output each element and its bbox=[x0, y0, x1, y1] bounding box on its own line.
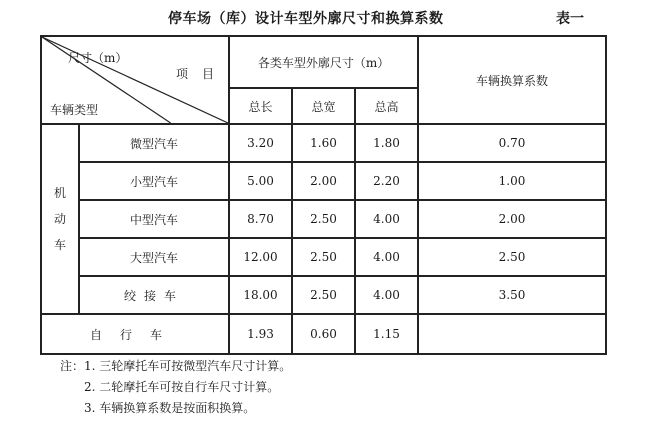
note-item: 3. 车辆换算系数是按面积换算。 bbox=[84, 401, 256, 415]
table-row bbox=[41, 124, 606, 162]
width-value: 2.50 bbox=[292, 200, 355, 238]
motor-group-char: 车 bbox=[53, 238, 66, 252]
coef-header: 车辆换算系数 bbox=[418, 36, 606, 124]
note-item: 2. 二轮摩托车可按自行车尺寸计算。 bbox=[84, 380, 280, 394]
height-header: 总高 bbox=[355, 88, 418, 124]
coef-value: 2.00 bbox=[418, 200, 606, 238]
height-value: 4.00 bbox=[355, 200, 418, 238]
length-value: 12.00 bbox=[229, 238, 292, 276]
table-row bbox=[41, 276, 606, 314]
length-value: 8.70 bbox=[229, 200, 292, 238]
height-value: 1.15 bbox=[355, 314, 418, 354]
vehicle-name: 小型汽车 bbox=[79, 162, 229, 200]
table-row bbox=[41, 314, 606, 354]
vehicle-name: 绞接车 bbox=[79, 276, 229, 314]
motor-vehicle-group-cell bbox=[41, 124, 79, 314]
motor-group-char: 动 bbox=[53, 212, 66, 226]
bicycle-name: 自行车 bbox=[41, 314, 229, 354]
vehicle-name: 微型汽车 bbox=[79, 124, 229, 162]
coef-value: 0.70 bbox=[418, 124, 606, 162]
size-unit-label: 尺寸（m） bbox=[68, 51, 128, 65]
width-value: 2.50 bbox=[292, 238, 355, 276]
coef-value: 1.00 bbox=[418, 162, 606, 200]
height-value: 2.20 bbox=[355, 162, 418, 200]
table-row bbox=[41, 238, 606, 276]
length-value: 5.00 bbox=[229, 162, 292, 200]
vehicle-type-label: 车辆类型 bbox=[50, 103, 99, 117]
coef-value: 2.50 bbox=[418, 238, 606, 276]
height-value: 4.00 bbox=[355, 276, 418, 314]
length-value: 1.93 bbox=[229, 314, 292, 354]
table-row bbox=[41, 200, 606, 238]
width-value: 2.50 bbox=[292, 276, 355, 314]
length-value: 18.00 bbox=[229, 276, 292, 314]
width-value: 0.60 bbox=[292, 314, 355, 354]
table-header bbox=[0, 8, 658, 30]
coef-value bbox=[418, 314, 606, 354]
vehicle-name: 大型汽车 bbox=[79, 238, 229, 276]
length-header: 总长 bbox=[229, 88, 292, 124]
width-value: 1.60 bbox=[292, 124, 355, 162]
width-value: 2.00 bbox=[292, 162, 355, 200]
vehicle-dimension-table bbox=[40, 35, 607, 355]
height-value: 4.00 bbox=[355, 238, 418, 276]
vehicle-name: 中型汽车 bbox=[79, 200, 229, 238]
width-header: 总宽 bbox=[292, 88, 355, 124]
table-title: 停车场（库）设计车型外廓尺寸和换算系数 bbox=[168, 11, 444, 27]
table-row bbox=[41, 162, 606, 200]
length-value: 3.20 bbox=[229, 124, 292, 162]
note-item: 注：1. 三轮摩托车可按微型汽车尺寸计算。 bbox=[60, 359, 292, 373]
corner-header-cell bbox=[41, 36, 229, 124]
item-label: 项目 bbox=[176, 67, 229, 81]
header-row-1 bbox=[41, 36, 606, 88]
table-notes bbox=[60, 356, 291, 419]
motor-group-char: 机 bbox=[53, 186, 66, 200]
coef-value: 3.50 bbox=[418, 276, 606, 314]
dims-group-header: 各类车型外廓尺寸（m） bbox=[229, 36, 418, 88]
height-value: 1.80 bbox=[355, 124, 418, 162]
table-label: 表一 bbox=[556, 11, 584, 27]
